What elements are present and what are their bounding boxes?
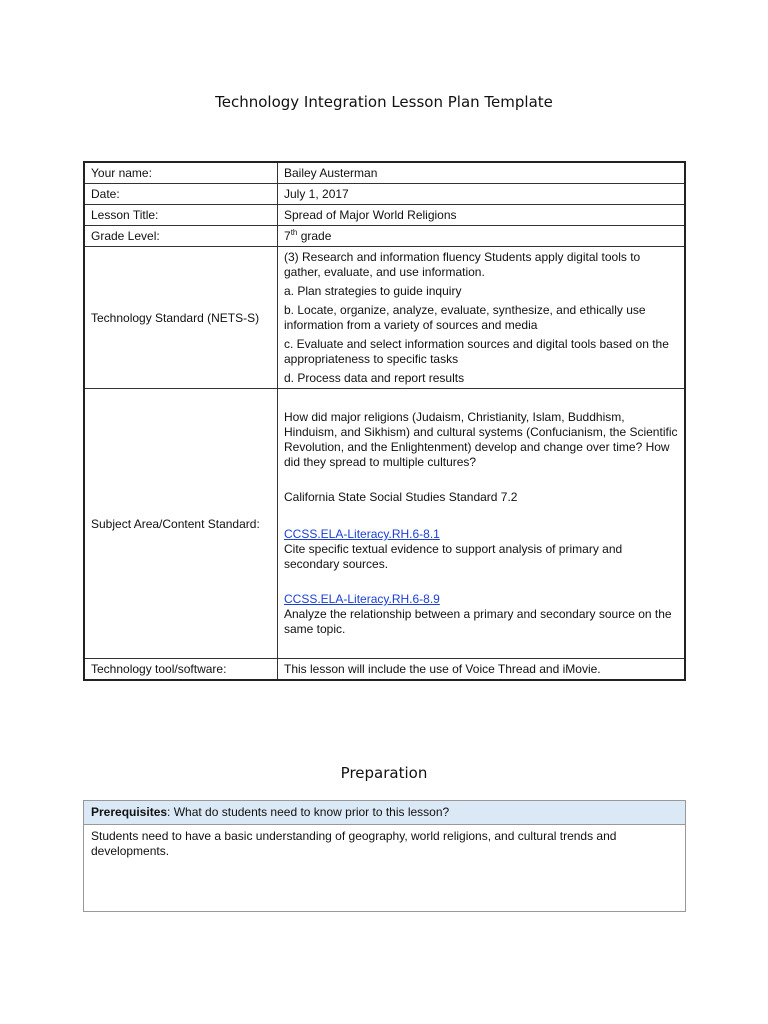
tech-standard-label: Technology Standard (NETS-S) (84, 247, 278, 389)
subject-area-value (278, 389, 686, 659)
lesson-title-value: Spread of Major World Religions (278, 205, 686, 226)
tech-standard-item-c: c. Evaluate and select information sources and digital tools based on the appropriateness to specific tasks (284, 337, 669, 366)
subject-area-label: Subject Area/Content Standard: (84, 389, 278, 659)
lesson-title-label: Lesson Title: (84, 205, 278, 226)
prerequisites-table (83, 800, 686, 912)
tech-standard-value (278, 247, 686, 389)
ccss-standard-1 (284, 527, 678, 542)
grade-ordinal-suffix: th (290, 228, 298, 237)
prerequisites-answer: Students need to have a basic understanding of geography, world religions, and cultural trends and developments. (84, 825, 686, 912)
grade-word: grade (297, 229, 332, 243)
ccss-standard-1-text: Cite specific textual evidence to support analysis of primary and secondary sources. (284, 542, 623, 571)
prerequisites-question: : What do students need to know prior to this lesson? (167, 805, 450, 819)
essential-question: How did major religions (Judaism, Christianity, Islam, Buddhism, Hinduism, and Sikhism) and cultural systems (Confucianism, the Scientific Revolution, and the Enlightenment) develop and change over time? How did they spread to multiple cultures? (284, 410, 678, 469)
ccss-standard-2 (284, 592, 678, 607)
table-row-lesson-title (84, 205, 685, 226)
ccss-rh-6-8-1-link[interactable]: CCSS.ELA-Literacy.RH.6-8.1 (284, 527, 440, 541)
tech-standard-item-d: d. Process data and report results (284, 371, 465, 385)
prerequisites-header-row (84, 801, 686, 825)
table-row-your-name (84, 162, 685, 184)
tech-standard-item-b: b. Locate, organize, analyze, evaluate, synthesize, and ethically use information from a variety of sources and media (284, 303, 646, 332)
date-value: July 1, 2017 (278, 184, 686, 205)
prerequisites-label: Prerequisites (91, 805, 168, 819)
prerequisites-header (84, 801, 686, 825)
tech-tool-value: This lesson will include the use of Voice Thread and iMovie. (278, 659, 686, 681)
lesson-info-table (83, 161, 686, 681)
grade-level-label: Grade Level: (84, 226, 278, 247)
date-label: Date: (84, 184, 278, 205)
tech-standard-intro: (3) Research and information fluency Students apply digital tools to gather, evaluate, and use information. (284, 250, 641, 279)
your-name-value: Bailey Austerman (278, 162, 686, 184)
table-row-date (84, 184, 685, 205)
table-row-grade-level (84, 226, 685, 247)
tech-standard-item-a: a. Plan strategies to guide inquiry (284, 284, 462, 298)
state-standard: California State Social Studies Standard 7.2 (284, 490, 518, 504)
grade-level-value (278, 226, 686, 247)
document-title: Technology Integration Lesson Plan Template (215, 93, 553, 111)
tech-tool-label: Technology tool/software: (84, 659, 278, 681)
grade-number: 7 (284, 229, 291, 243)
your-name-label: Your name: (84, 162, 278, 184)
table-row-tech-tool (84, 659, 685, 681)
preparation-heading: Preparation (340, 764, 428, 782)
table-row-tech-standard (84, 247, 685, 389)
ccss-rh-6-8-9-link[interactable]: CCSS.ELA-Literacy.RH.6-8.9 (284, 592, 440, 606)
table-row-subject-area (84, 389, 685, 659)
ccss-standard-2-text: Analyze the relationship between a primary and secondary source on the same topic. (284, 607, 672, 636)
prerequisites-body-row (84, 825, 686, 912)
